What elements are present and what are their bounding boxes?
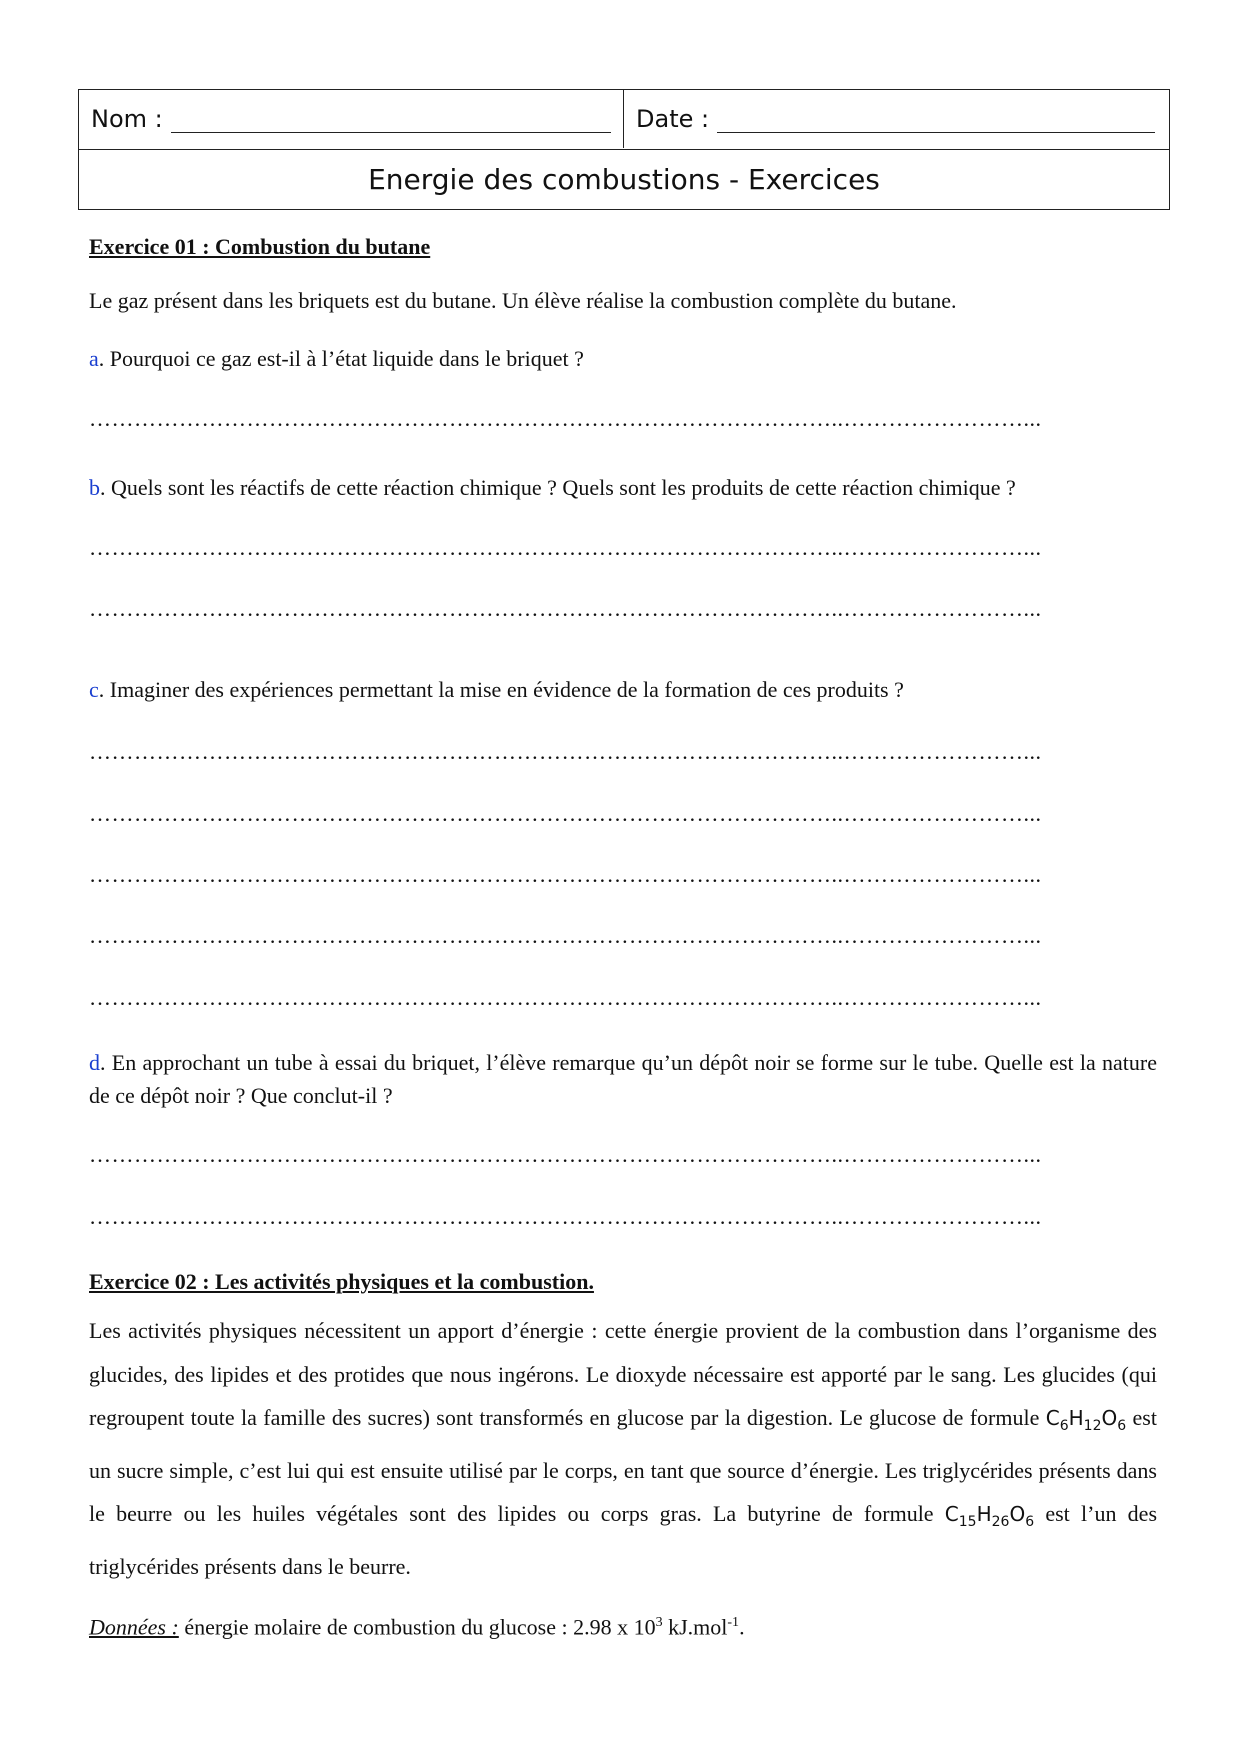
donnees-unit: kJ.mol	[662, 1614, 728, 1640]
question-d	[89, 1046, 1157, 1112]
donnees-exponent: 3	[655, 1615, 663, 1630]
answer-line: ………………………………………………………………………………………..……………………...	[89, 739, 1042, 764]
answer-line: ………………………………………………………………………………………..……………………...	[89, 1142, 1042, 1167]
question-a	[89, 344, 584, 374]
answer-line: ………………………………………………………………………………………..……………………...	[89, 985, 1042, 1010]
header-row	[79, 90, 1169, 150]
question-c	[89, 675, 904, 705]
answer-line: ………………………………………………………………………………………..……………………...	[89, 596, 1042, 621]
paragraph-text: Les activités physiques nécessitent un apport d’énergie : cette énergie provient de la combustion dans l’organisme des glucides, des lipides et des protides que nous ingérons. Le dioxyde nécessaire est apporté par le sang. Les glucides (qui regroupent toute la famille des sucres) sont transformés en glucose par la digestion. Le glucose de formule	[89, 1318, 1157, 1430]
answer-line: ………………………………………………………………………………………..……………………...	[89, 862, 1042, 887]
question-text: . Quels sont les réactifs de cette réaction chimique ? Quels sont les produits de cette réaction chimique ?	[100, 475, 1016, 500]
question-text: . Pourquoi ce gaz est-il à l’état liquide dans le briquet ?	[98, 346, 584, 371]
question-b	[89, 473, 1016, 503]
nom-cell	[79, 90, 624, 148]
answer-line: ………………………………………………………………………………………..……………………...	[89, 801, 1042, 826]
nom-label: Nom :	[91, 105, 163, 133]
donnees-line	[89, 1608, 745, 1642]
question-text: . Imaginer des expériences permettant la mise en évidence de la formation de ces produits ?	[98, 677, 904, 702]
question-letter: c	[89, 677, 99, 702]
exercise1-intro: Le gaz présent dans les briquets est du butane. Un élève réalise la combustion complète du butane.	[89, 288, 957, 313]
glucose-formula: $C_6H_{12}O_6$	[1045, 1406, 1127, 1434]
question-letter: d	[89, 1050, 100, 1075]
donnees-text: énergie molaire de combustion du glucose : 2.98 x 10	[178, 1614, 656, 1640]
answer-line: ………………………………………………………………………………………..……………………...	[89, 535, 1042, 560]
answer-line: ………………………………………………………………………………………..……………………...	[89, 406, 1042, 431]
question-text: . En approchant un tube à essai du briquet, l’élève remarque qu’un dépôt noir se forme sur le tube. Quelle est la nature de ce dépôt noir ? Que conclut-il ?	[89, 1050, 1157, 1108]
donnees-end: .	[739, 1614, 745, 1640]
answer-line: ………………………………………………………………………………………..……………………...	[89, 1204, 1042, 1229]
exercise1-heading: Exercice 01 : Combustion du butane	[89, 234, 431, 259]
paragraph-text: est un sucre simple, c’est lui qui est ensuite utilisé par le corps, en tant que source d’énergie. Les triglycérides présents dans le beurre ou les huiles végétales sont des lipides ou corps gras. La butyrine de formule	[89, 1405, 1157, 1526]
question-letter: a	[89, 346, 99, 371]
donnees-unit-exponent: -1	[727, 1615, 740, 1630]
header-table	[78, 89, 1170, 210]
date-cell	[624, 90, 1169, 148]
nom-fill-line	[171, 112, 611, 133]
donnees-label: Données :	[89, 1614, 179, 1640]
exercise2-heading: Exercice 02 : Les activités physiques et la combustion.	[89, 1269, 594, 1294]
date-fill-line	[717, 112, 1155, 133]
paragraph-text: est l’un des triglycérides présents dans le beurre.	[89, 1501, 1157, 1579]
date-label: Date :	[636, 105, 710, 133]
answer-line: ………………………………………………………………………………………..……………………...	[89, 923, 1042, 948]
page-title: Energie des combustions - Exercices	[368, 163, 880, 196]
exercise2-paragraph	[89, 1309, 1157, 1588]
butyrine-formula: $C_{15}H_{26}O_6$	[944, 1502, 1035, 1530]
question-letter: b	[89, 475, 100, 500]
